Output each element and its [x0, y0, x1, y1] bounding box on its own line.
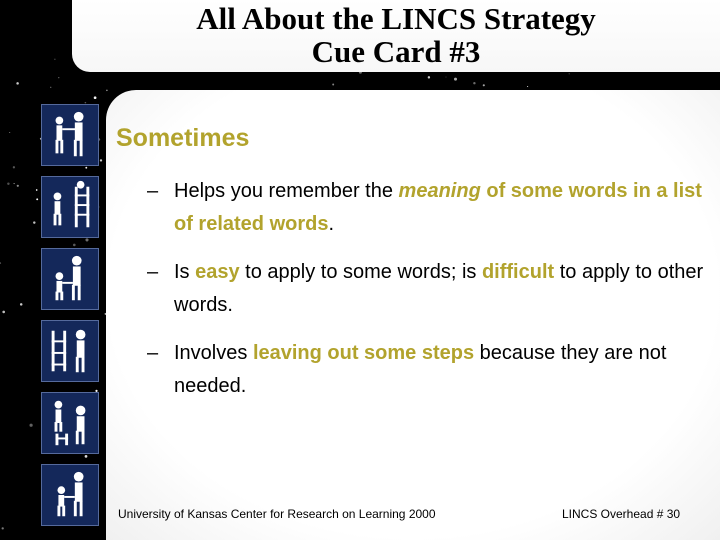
star [473, 82, 475, 84]
star [14, 183, 15, 184]
bullet-1-part-4: . [328, 213, 335, 235]
bullet-3-keyword-steps: leaving out some steps [252, 342, 475, 364]
bullet-2-part-1: Is [174, 261, 196, 283]
star [54, 59, 55, 60]
adult-child-icon [41, 464, 99, 526]
star [94, 96, 97, 99]
bullet-text-3 [174, 337, 707, 403]
star [20, 303, 23, 306]
bullet-2-keyword-easy: easy [195, 261, 240, 283]
star [17, 185, 19, 187]
star [483, 84, 485, 86]
star [2, 527, 4, 529]
bullet-3-part-1: Involves [174, 342, 253, 364]
star [16, 82, 19, 85]
bullet-2-part-3: to apply to some words; is [239, 261, 482, 283]
bullet-2-keyword-difficult: difficult [481, 261, 555, 283]
bullet-text-2 [174, 256, 707, 322]
star [0, 262, 1, 264]
star [50, 87, 51, 88]
bullet-item-1 [147, 175, 707, 241]
ladder-climb-icon [41, 176, 99, 238]
parent-child-icon [41, 248, 99, 310]
bullet-1-keyword-meaning: meaning [398, 180, 481, 202]
star [13, 166, 15, 168]
bullet-3-part-3: because they are not needed. [174, 342, 667, 397]
footer-credit: University of Kansas Center for Research on Learning 2000 [118, 507, 436, 521]
bullet-item-2 [147, 256, 707, 322]
star [7, 182, 9, 184]
icon-strip [35, 100, 103, 540]
star [30, 424, 33, 427]
star [446, 77, 447, 78]
star [569, 73, 570, 74]
bullet-item-3 [147, 337, 707, 403]
star [428, 76, 430, 78]
star [454, 78, 457, 81]
star [9, 132, 10, 133]
bullet-2-part-5: to apply to other words. [174, 261, 704, 316]
star [2, 311, 5, 314]
bullet-text-1 [174, 175, 707, 241]
title-line-1: All About the LINCS Strategy [196, 1, 596, 36]
footer-overhead-number: LINCS Overhead # 30 [562, 507, 681, 521]
bullet-1-keyword-phrase: of some words in a list of related words [174, 180, 702, 235]
bullet-dash: – [147, 180, 159, 202]
slide-title [72, 2, 720, 68]
bullet-1-part-1: Helps you remember the [174, 180, 399, 202]
star [527, 86, 528, 87]
reaching-figures-icon [41, 392, 99, 454]
star [332, 84, 334, 86]
title-line-2: Cue Card #3 [311, 34, 481, 69]
star [58, 77, 59, 78]
ladder-group-icon [41, 320, 99, 382]
star [106, 90, 107, 91]
bullet-dash: – [147, 342, 159, 364]
section-heading: Sometimes [116, 124, 250, 152]
family-walking-icon [41, 104, 99, 166]
bullet-dash: – [147, 261, 159, 283]
